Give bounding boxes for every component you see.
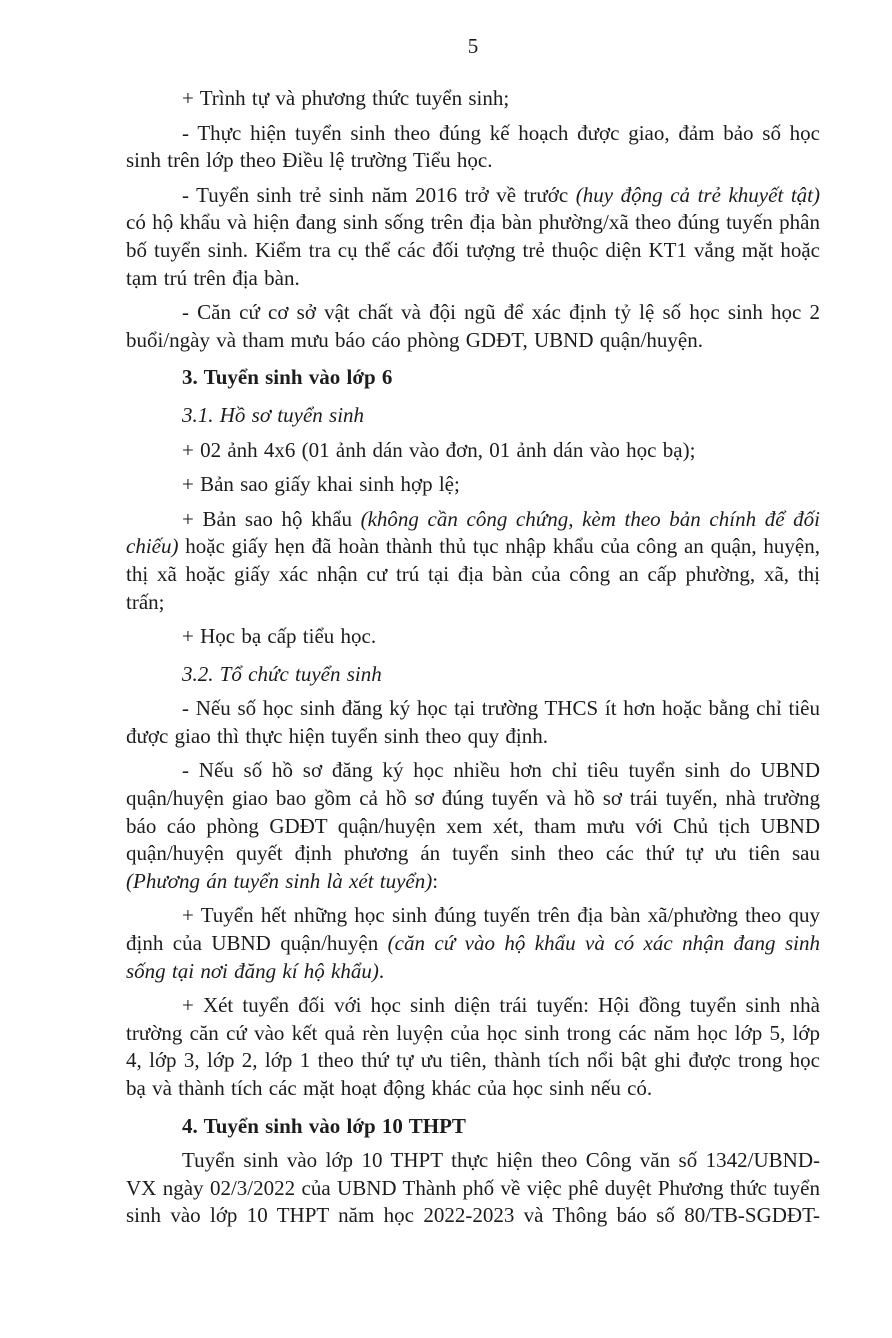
document-body (126, 85, 820, 1230)
section-heading-16 (126, 1113, 820, 1141)
text-run: 4. Tuyển sinh vào lớp 10 THPT (182, 1113, 466, 1138)
text-run: 3.2. Tổ chức tuyển sinh (182, 661, 382, 686)
page-number: 5 (467, 34, 479, 58)
text-run: (huy động cả trẻ khuyết tật) (575, 182, 820, 207)
text-run: (căn cứ vào hộ khẩu và có xác nhận đang sinh sống tại nơi đăng kí hộ khẩu) (126, 931, 820, 983)
text-run: (Phương án tuyển sinh là xét tuyển) (126, 868, 433, 893)
paragraph-3 (126, 182, 820, 292)
text-run: + 02 ảnh 4x6 (01 ảnh dán vào đơn, 01 ảnh dán vào học bạ); (182, 437, 696, 462)
subsection-heading-6 (126, 402, 820, 430)
paragraph-17 (126, 1147, 820, 1230)
paragraph-7 (126, 437, 820, 465)
text-run: + Trình tự và phương thức tuyển sinh; (182, 86, 510, 110)
text-run: hoặc giấy hẹn đã hoàn thành thủ tục nhập khẩu của công an quận, huyện, thị xã hoặc giấy xác nhận cư trú tại địa bàn của công an cấp phường, xã, thị trấn; (126, 534, 820, 614)
paragraph-9 (126, 506, 820, 616)
text-run: - Thực hiện tuyển sinh theo đúng kế hoạch được giao, đảm bảo số học sinh trên lớp theo Điều lệ trường Tiểu học. (126, 120, 820, 173)
paragraph-8 (126, 471, 820, 499)
text-run: + Bản sao giấy khai sinh hợp lệ; (182, 472, 460, 497)
text-run: Tuyển sinh vào lớp 10 THPT thực hiện theo Công văn số 1342/UBND-VX ngày 02/3/2022 của UBND Thành phố về việc phê duyệt Phương thức tuyển sinh vào lớp 10 THPT năm học 2022-2023 và Thông báo số 80/TB-SGDĐT- (126, 1148, 820, 1228)
paragraph-10 (126, 623, 820, 651)
paragraph-15 (126, 992, 820, 1102)
text-run: . (378, 958, 385, 983)
text-run: (không cần công chứng, kèm theo bản chính để đối chiếu) (126, 506, 820, 559)
text-run: + Bản sao hộ khẩu (182, 506, 361, 531)
text-run: 3.1. Hồ sơ tuyển sinh (182, 402, 365, 427)
paragraph-13 (126, 757, 820, 895)
paragraph-1 (126, 85, 820, 113)
text-run: có hộ khẩu và hiện đang sinh sống trên địa bàn phường/xã theo đúng tuyến phân bố tuyển sinh. Kiểm tra cụ thể các đối tượng trẻ thuộc diện KT1 vắng mặt hoặc tạm trú trên địa bàn. (126, 210, 820, 290)
text-run: + Tuyển hết những học sinh đúng tuyến trên địa bàn xã/phường theo quy định của UBND quận/huyện (126, 903, 820, 956)
text-run: - Căn cứ cơ sở vật chất và đội ngũ để xác định tỷ lệ số học sinh học 2 buổi/ngày và tham mưu báo cáo phòng GDĐT, UBND quận/huyện. (126, 300, 820, 352)
paragraph-14 (126, 902, 820, 985)
text-run: 3. Tuyển sinh vào lớp 6 (182, 365, 393, 390)
section-heading-5 (126, 364, 820, 392)
paragraph-4 (126, 299, 820, 354)
subsection-heading-11 (126, 661, 820, 689)
text-run: + Xét tuyển đối với học sinh diện trái tuyến: Hội đồng tuyển sinh nhà trường căn cứ vào kết quả rèn luyện của học sinh trong các năm học lớp 5, lớp 4, lớp 3, lớp 2, lớp 1 theo thứ tự ưu tiên, thành tích nổi bật ghi được trong học bạ và thành tích các mặt hoạt động khác của học sinh nếu có. (126, 993, 820, 1100)
text-run: - Nếu số học sinh đăng ký học tại trường THCS ít hơn hoặc bằng chỉ tiêu được giao thì thực hiện tuyển sinh theo quy định. (126, 696, 820, 748)
paragraph-12 (126, 695, 820, 750)
text-run: - Nếu số hồ sơ đăng ký học nhiều hơn chỉ tiêu tuyển sinh do UBND quận/huyện giao bao gồm cả hồ sơ đúng tuyến và hồ sơ trái tuyến, nhà trường báo cáo phòng GDĐT quận/huyện xem xét, tham mưu với Chủ tịch UBND quận/huyện quyết định phương án tuyển sinh theo các thứ tự ưu tiên sau (126, 758, 820, 866)
text-run: + Học bạ cấp tiểu học. (182, 624, 377, 649)
text-run: - Tuyển sinh trẻ sinh năm 2016 trở về trước (182, 182, 576, 207)
text-run: : (432, 868, 439, 893)
paragraph-2 (126, 120, 820, 175)
